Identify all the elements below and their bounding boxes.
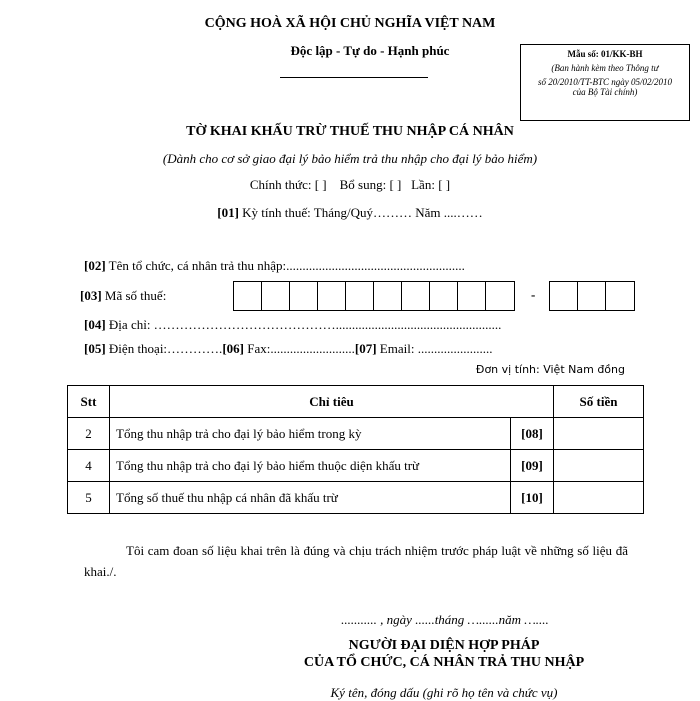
payer-name-field	[84, 258, 465, 274]
tax-id-digit[interactable]	[402, 282, 430, 310]
motto: Độc lập - Tự do - Hạnh phúc	[290, 43, 450, 58]
row-amount-input[interactable]	[554, 450, 644, 482]
currency-unit-note: Đơn vị tính: Việt Nam đồng	[475, 363, 625, 376]
tax-period-code: [01]	[217, 205, 239, 220]
signature-note: Ký tên, đóng dấu (ghi rõ họ tên và chức vụ)	[330, 685, 558, 700]
table-row	[68, 450, 644, 482]
row-item: Tổng thu nhập trả cho đại lý bảo hiểm trong kỳ	[110, 418, 511, 450]
declaration-statement: Tôi cam đoan số liệu khai trên là đúng và chịu trách nhiệm trước pháp luật về những số liệu đã khai./.	[84, 543, 628, 579]
tax-period	[0, 205, 700, 221]
tax-id-digit[interactable]	[290, 282, 318, 310]
tax-id-digit[interactable]	[346, 282, 374, 310]
address-label: Địa chỉ: ……………………………………...................................................	[105, 317, 502, 332]
email-label: Email: .......................	[376, 341, 493, 356]
row-code: [09]	[511, 450, 554, 482]
tax-id-digit[interactable]	[318, 282, 346, 310]
row-amount-input[interactable]	[554, 482, 644, 514]
row-code: [08]	[511, 418, 554, 450]
header-amount: Số tiền	[554, 386, 644, 418]
address-field	[84, 317, 501, 333]
payer-label: Tên tổ chức, cá nhân trả thu nhập:.......................................................	[105, 258, 465, 273]
payer-code: [02]	[84, 258, 106, 273]
fax-code: [06]	[222, 341, 244, 356]
row-item: Tổng số thuế thu nhập cá nhân đã khấu trừ	[110, 482, 511, 514]
form-title: TỜ KHAI KHẤU TRỪ THUẾ THU NHẬP CÁ NHÂN	[186, 124, 514, 139]
tax-id-code: [03]	[80, 288, 102, 303]
contact-field	[84, 341, 492, 357]
table-header-row	[68, 386, 644, 418]
fax-label: Fax:..........................	[243, 341, 355, 356]
tax-id-suffix-digit[interactable]	[578, 282, 606, 310]
row-code: [10]	[511, 482, 554, 514]
header-item: Chỉ tiêu	[110, 386, 554, 418]
form-code-box	[520, 44, 690, 121]
form-code: Mẫu số: 01/KK-BH	[567, 49, 643, 59]
row-amount-input[interactable]	[554, 418, 644, 450]
declaration-table	[67, 385, 644, 514]
tax-id-boxes[interactable]	[233, 281, 515, 311]
tax-id-label: Mã số thuế:	[101, 288, 167, 303]
address-code: [04]	[84, 317, 106, 332]
nation-heading: CỘNG HOÀ XÃ HỘI CHỦ NGHĨA VIỆT NAM	[204, 16, 496, 31]
row-stt: 2	[68, 418, 110, 450]
tax-id-digit[interactable]	[374, 282, 402, 310]
date-line: ........... , ngày ......tháng …......năm …....	[341, 612, 549, 627]
form-issued-line1: (Ban hành kèm theo Thông tư	[551, 63, 659, 73]
form-subtitle: (Dành cho cơ sở giao đại lý bảo hiểm trả thu nhập cho đại lý bảo hiểm)	[162, 151, 538, 166]
representative-org: CỦA TỔ CHỨC, CÁ NHÂN TRẢ THU NHẬP	[303, 655, 585, 670]
row-stt: 5	[68, 482, 110, 514]
form-issued-line2: số 20/2010/TT-BTC ngày 05/02/2010	[537, 77, 673, 87]
tax-id-digit[interactable]	[458, 282, 486, 310]
tax-id-suffix-digit[interactable]	[606, 282, 634, 310]
header-stt: Stt	[68, 386, 110, 418]
tax-id-field	[80, 288, 166, 304]
email-code: [07]	[354, 341, 377, 356]
declaration-status: Chính thức: [ ] Bổ sung: [ ] Lần: [ ]	[249, 177, 451, 192]
table-row	[68, 418, 644, 450]
representative-title: NGƯỜI ĐẠI DIỆN HỢP PHÁP	[348, 638, 540, 653]
tax-id-digit[interactable]	[430, 282, 458, 310]
tax-period-text: Kỳ tính thuế: Tháng/Quý……… Năm ....……	[238, 205, 483, 220]
phone-code: [05]	[84, 341, 106, 356]
tax-id-suffix-digit[interactable]	[550, 282, 578, 310]
tax-id-suffix-boxes[interactable]	[549, 281, 635, 311]
table-row	[68, 482, 644, 514]
tax-id-digit[interactable]	[234, 282, 262, 310]
motto-underline	[280, 77, 428, 78]
phone-label: Điện thoại:………….	[105, 341, 223, 356]
form-issued-line3: của Bộ Tài chính)	[572, 87, 638, 97]
row-item: Tổng thu nhập trả cho đại lý bảo hiểm thuộc diện khấu trừ	[110, 450, 511, 482]
row-stt: 4	[68, 450, 110, 482]
tax-id-digit[interactable]	[262, 282, 290, 310]
tax-id-separator: -	[531, 287, 536, 302]
tax-id-digit[interactable]	[486, 282, 514, 310]
